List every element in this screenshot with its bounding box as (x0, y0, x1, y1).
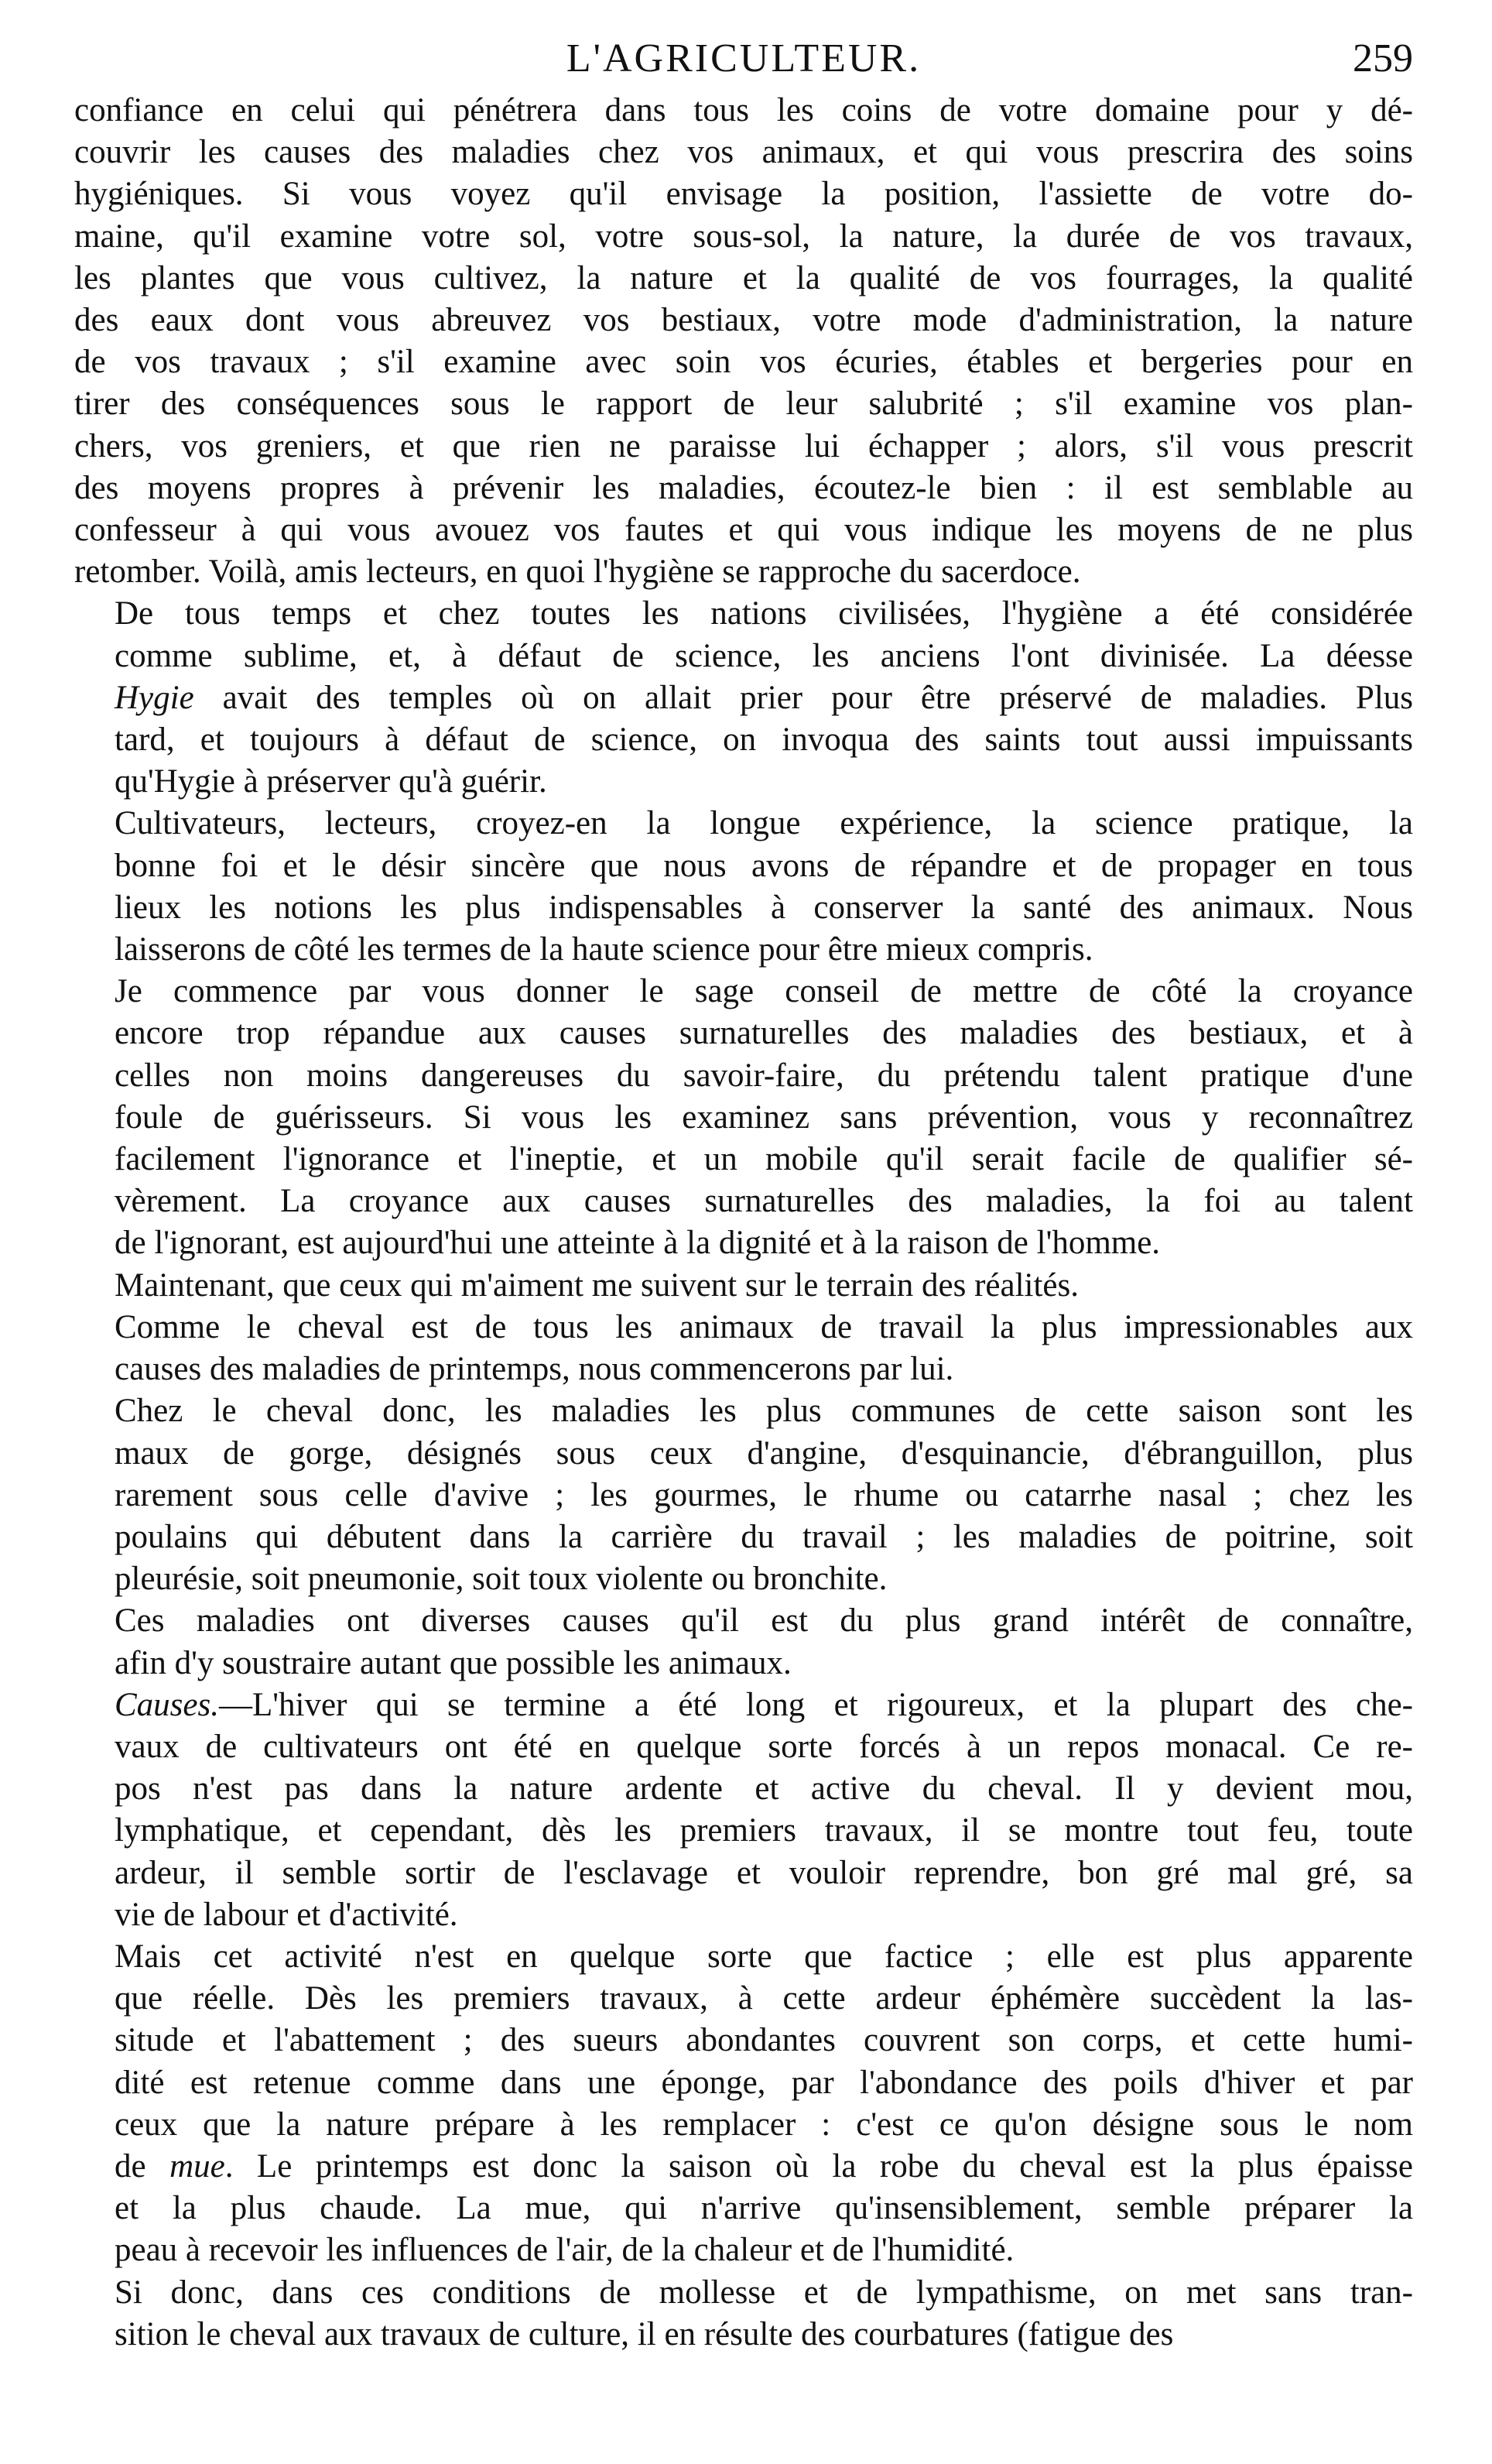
text-line: vèrement. La croyance aux causes surnaturelles des maladies, la foi au talent (115, 1183, 1413, 1220)
text-line: Mais cet activité n'est en quelque sorte que factice ; elle est plus apparente (115, 1938, 1413, 1975)
running-head (74, 31, 1413, 87)
paragraph (74, 1265, 1413, 1307)
text-line: foule de guérisseurs. Si vous les examinez sans prévention, vous y reconnaîtrez (115, 1098, 1413, 1136)
text-line: lymphatique, et cependant, dès les premiers travaux, il se montre tout feu, toute (115, 1812, 1413, 1849)
text-line: de l'ignorant, est aujourd'hui une atteinte à la dignité et à la raison de l'homme. (115, 1225, 1161, 1262)
paragraph (74, 1390, 1413, 1600)
text-line: lieux les notions les plus indispensables à conserver la santé des animaux. Nous (115, 889, 1413, 926)
text-line: Hygie avait des temples où on allait prier pour être préservé de maladies. Plus (115, 679, 1413, 716)
running-title: L'AGRICULTEUR. (566, 36, 922, 81)
text-line: Chez le cheval donc, les maladies les plus communes de cette saison sont les (115, 1393, 1413, 1430)
text-line: Maintenant, que ceux qui m'aiment me suivent sur le terrain des réalités. (115, 1266, 1079, 1304)
text-line: laisserons de côté les termes de la haute science pour être mieux compris. (115, 931, 1093, 968)
text-line: bonne foi et le désir sincère que nous avons de répandre et de propager en tous (115, 847, 1413, 884)
text-line: confiance en celui qui pénétrera dans tous les coins de votre domaine pour y dé- (74, 92, 1413, 129)
section-lead: Causes. (115, 1686, 219, 1723)
text-line: des moyens propres à prévenir les maladies, écoutez-le bien : il est semblable au (74, 469, 1413, 506)
text-line: vie de labour et d'activité. (115, 1896, 458, 1933)
text-line: poulains qui débutent dans la carrière du travail ; les maladies de poitrine, soit (115, 1518, 1413, 1555)
text-line: comme sublime, et, à défaut de science, les anciens l'ont divinisée. La déesse (115, 637, 1413, 674)
paragraph (74, 90, 1413, 593)
paragraph (74, 803, 1413, 971)
text-line: que réelle. Dès les premiers travaux, à cette ardeur éphémère succèdent la las- (115, 1980, 1413, 2017)
text-line: sition le cheval aux travaux de culture, il en résulte des courbatures (fatigue des (115, 2315, 1174, 2353)
paragraph (74, 2272, 1413, 2356)
text-line: pleurésie, soit pneumonie, soit toux violente ou bronchite. (115, 1561, 888, 1598)
text-line: de mue. Le printemps est donc la saison où la robe du cheval est la plus épaisse (115, 2147, 1413, 2185)
text-line: maux de gorge, désignés sous ceux d'angine, d'esquinancie, d'ébranguillon, plus (115, 1434, 1413, 1472)
paragraph (74, 971, 1413, 1264)
paragraph (74, 1600, 1413, 1684)
text-line: Causes.—L'hiver qui se termine a été long et rigoureux, et la plupart des che- (115, 1686, 1413, 1723)
text-line: situde et l'abattement ; des sueurs abondantes couvrent son corps, et cette humi- (115, 2022, 1413, 2059)
paragraph (74, 593, 1413, 803)
text-line: pos n'est pas dans la nature ardente et active du cheval. Il y devient mou, (115, 1770, 1413, 1808)
text-line: afin d'y soustraire autant que possible les animaux. (115, 1644, 792, 1681)
text-line: Je commence par vous donner le sage conseil de mettre de côté la croyance (115, 973, 1413, 1010)
text-line: Cultivateurs, lecteurs, croyez-en la longue expérience, la science pratique, la (115, 805, 1413, 842)
paragraph (74, 1307, 1413, 1390)
text-line: de vos travaux ; s'il examine avec soin vos écuries, étables et bergeries pour en (74, 344, 1413, 381)
text-line: maine, qu'il examine votre sol, votre sous-sol, la nature, la durée de vos travaux, (74, 218, 1413, 255)
text-line: Ces maladies ont diverses causes qu'il est du plus grand intérêt de connaître, (115, 1602, 1413, 1640)
book-page (74, 31, 1413, 2431)
text-line: ceux que la nature prépare à les remplacer : c'est ce qu'on désigne sous le nom (115, 2106, 1413, 2143)
text-line: ardeur, il semble sortir de l'esclavage et vouloir reprendre, bon gré mal gré, sa (115, 1854, 1413, 1891)
text-line: vaux de cultivateurs ont été en quelque sorte forcés à un repos monacal. Ce re- (115, 1728, 1413, 1765)
page-number: 259 (1353, 36, 1413, 81)
paragraph (74, 1936, 1413, 2272)
text-line: causes des maladies de printemps, nous commencerons par lui. (115, 1351, 954, 1388)
text-line: peau à recevoir les influences de l'air, de la chaleur et de l'humidité. (115, 2232, 1015, 2269)
text-line: rarement sous celle d'avive ; les gourmes, le rhume ou catarrhe nasal ; chez les (115, 1476, 1413, 1513)
text-line: tard, et toujours à défaut de science, on invoqua des saints tout aussi impuissants (115, 721, 1413, 759)
paragraph (74, 1684, 1413, 1936)
text-line: des eaux dont vous abreuvez vos bestiaux, votre mode d'administration, la nature (74, 302, 1413, 339)
text-line: chers, vos greniers, et que rien ne paraisse lui échapper ; alors, s'il vous prescrit (74, 427, 1413, 464)
text-line: De tous temps et chez toutes les nations civilisées, l'hygiène a été considérée (115, 595, 1413, 632)
text-line: Comme le cheval est de tous les animaux de travail la plus impressionables aux (115, 1308, 1413, 1345)
text-line: dité est retenue comme dans une éponge, par l'abondance des poils d'hiver et par (115, 2064, 1413, 2101)
text-line: celles non moins dangereuses du savoir-faire, du prétendu talent pratique d'une (115, 1057, 1413, 1094)
text-line: qu'Hygie à préserver qu'à guérir. (115, 763, 547, 800)
text-line: tirer des conséquences sous le rapport de leur salubrité ; s'il examine vos plan- (74, 386, 1413, 423)
text-line: hygiéniques. Si vous voyez qu'il envisage la position, l'assiette de votre do- (74, 176, 1413, 213)
text-line: Si donc, dans ces conditions de mollesse et de lympathisme, on met sans tran- (115, 2274, 1413, 2311)
text-line: encore trop répandue aux causes surnaturelles des maladies des bestiaux, et à (115, 1015, 1413, 1052)
text-line: retomber. Voilà, amis lecteurs, en quoi l'hygiène se rapproche du sacerdoce. (74, 553, 1081, 591)
text-line: et la plus chaude. La mue, qui n'arrive qu'insensiblement, semble préparer la (115, 2190, 1413, 2227)
text-line: confesseur à qui vous avouez vos fautes et qui vous indique les moyens de ne plus (74, 512, 1413, 549)
text-line: les plantes que vous cultivez, la nature et la qualité de vos fourrages, la qualité (74, 259, 1413, 296)
text-line: couvrir les causes des maladies chez vos animaux, et qui vous prescrira des soins (74, 134, 1413, 171)
body-text (74, 90, 1413, 2356)
text-line: facilement l'ignorance et l'ineptie, et un mobile qu'il serait facile de qualifier sé- (115, 1141, 1413, 1178)
